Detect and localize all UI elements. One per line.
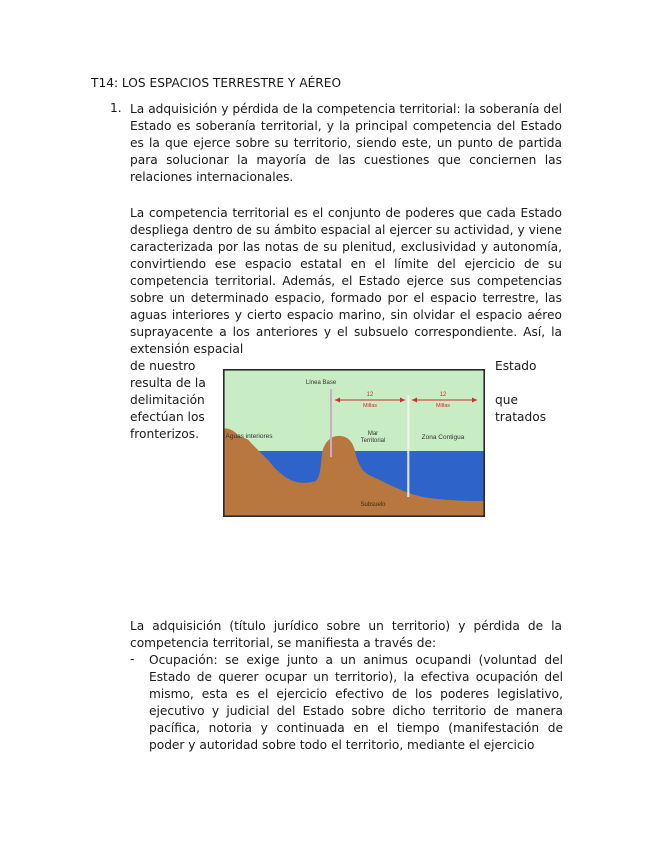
list-number: 1.: [110, 101, 122, 115]
wrap-left-line: fronterizos.: [130, 427, 199, 441]
label-baseline: Línea Base: [305, 380, 337, 386]
wrap-left-line: de nuestro: [130, 359, 196, 373]
document-title: T14: LOS ESPACIOS TERRESTRE Y AÉREO: [91, 76, 342, 90]
wrapped-text-left: [130, 358, 222, 443]
maritime-zones-diagram: [223, 369, 485, 517]
label-sea: Mar: [367, 431, 379, 437]
label-internal-waters: Aguas interiores: [225, 433, 273, 440]
bullet-dash: -: [130, 652, 135, 666]
label-12-a: 12: [366, 392, 374, 398]
paragraph-acquisition: La adquisición y pérdida de la competencia territorial: la soberanía del Estado es soberanía territorial, y la principal competencia del Estado es la que ejerce sobre su territorio, siendo este, un punto de partida para solucionar la mayoría de las cuestiones que conciernen las relaciones internacionales.: [130, 102, 562, 184]
wrapped-text-right: [495, 358, 565, 426]
label-contiguous-zone: Zona Contigua: [421, 434, 465, 441]
wrap-left-line: resulta de la: [130, 376, 206, 390]
wrap-right-line: [495, 375, 565, 392]
paragraph-territorial-competence: La competencia territorial es el conjunto de poderes que cada Estado despliega dentro de su ámbito espacial al ejercer su actividad, y viene caracterizada por las notas de su plenitud, exclusividad y autonomía, convirtiendo ese espacio estatal en el límite del ejercicio de su competencia territorial. Además, el Estado ejerce sus competencias sobre un determinado espacio, formado por el espacio terrestre, las aguas interiores y cierto espacio marino, sin olvidar el espacio aéreo suprayacente a los anteriores y el subsuelo correspondiente. Así, la extensión espacial: [130, 206, 562, 356]
wrap-left-line: delimitación: [130, 393, 205, 407]
label-12-b: 12: [439, 392, 447, 398]
label-territorial: Territorial: [360, 438, 386, 444]
label-millas-b: Millas: [435, 403, 451, 409]
label-millas-a: Millas: [362, 403, 378, 409]
wrap-right-line: que: [495, 393, 518, 407]
wrap-right-line: Estado: [495, 359, 537, 373]
label-subsoil: Subsuelo: [360, 502, 386, 508]
wrap-left-line: efectúan los: [130, 410, 205, 424]
paragraph-acquisition-loss: La adquisición (título jurídico sobre un territorio) y pérdida de la competencia territorial, se manifiesta a través de:: [130, 619, 562, 650]
wrap-right-line: tratados: [495, 410, 547, 424]
bullet-occupation: Ocupación: se exige junto a un animus ocupandi (voluntad del Estado de querer ocupar un territorio), la efectiva ocupación del mismo, esta es el ejercicio efectivo de los poderes legislativo, ejecutivo y judicial del Estado sobre dicho territorio de manera pacífica, notoria y continuada en el tiempo (manifestación de poder y autoridad sobre todo el territorio, mediante el ejercicio: [149, 653, 563, 752]
